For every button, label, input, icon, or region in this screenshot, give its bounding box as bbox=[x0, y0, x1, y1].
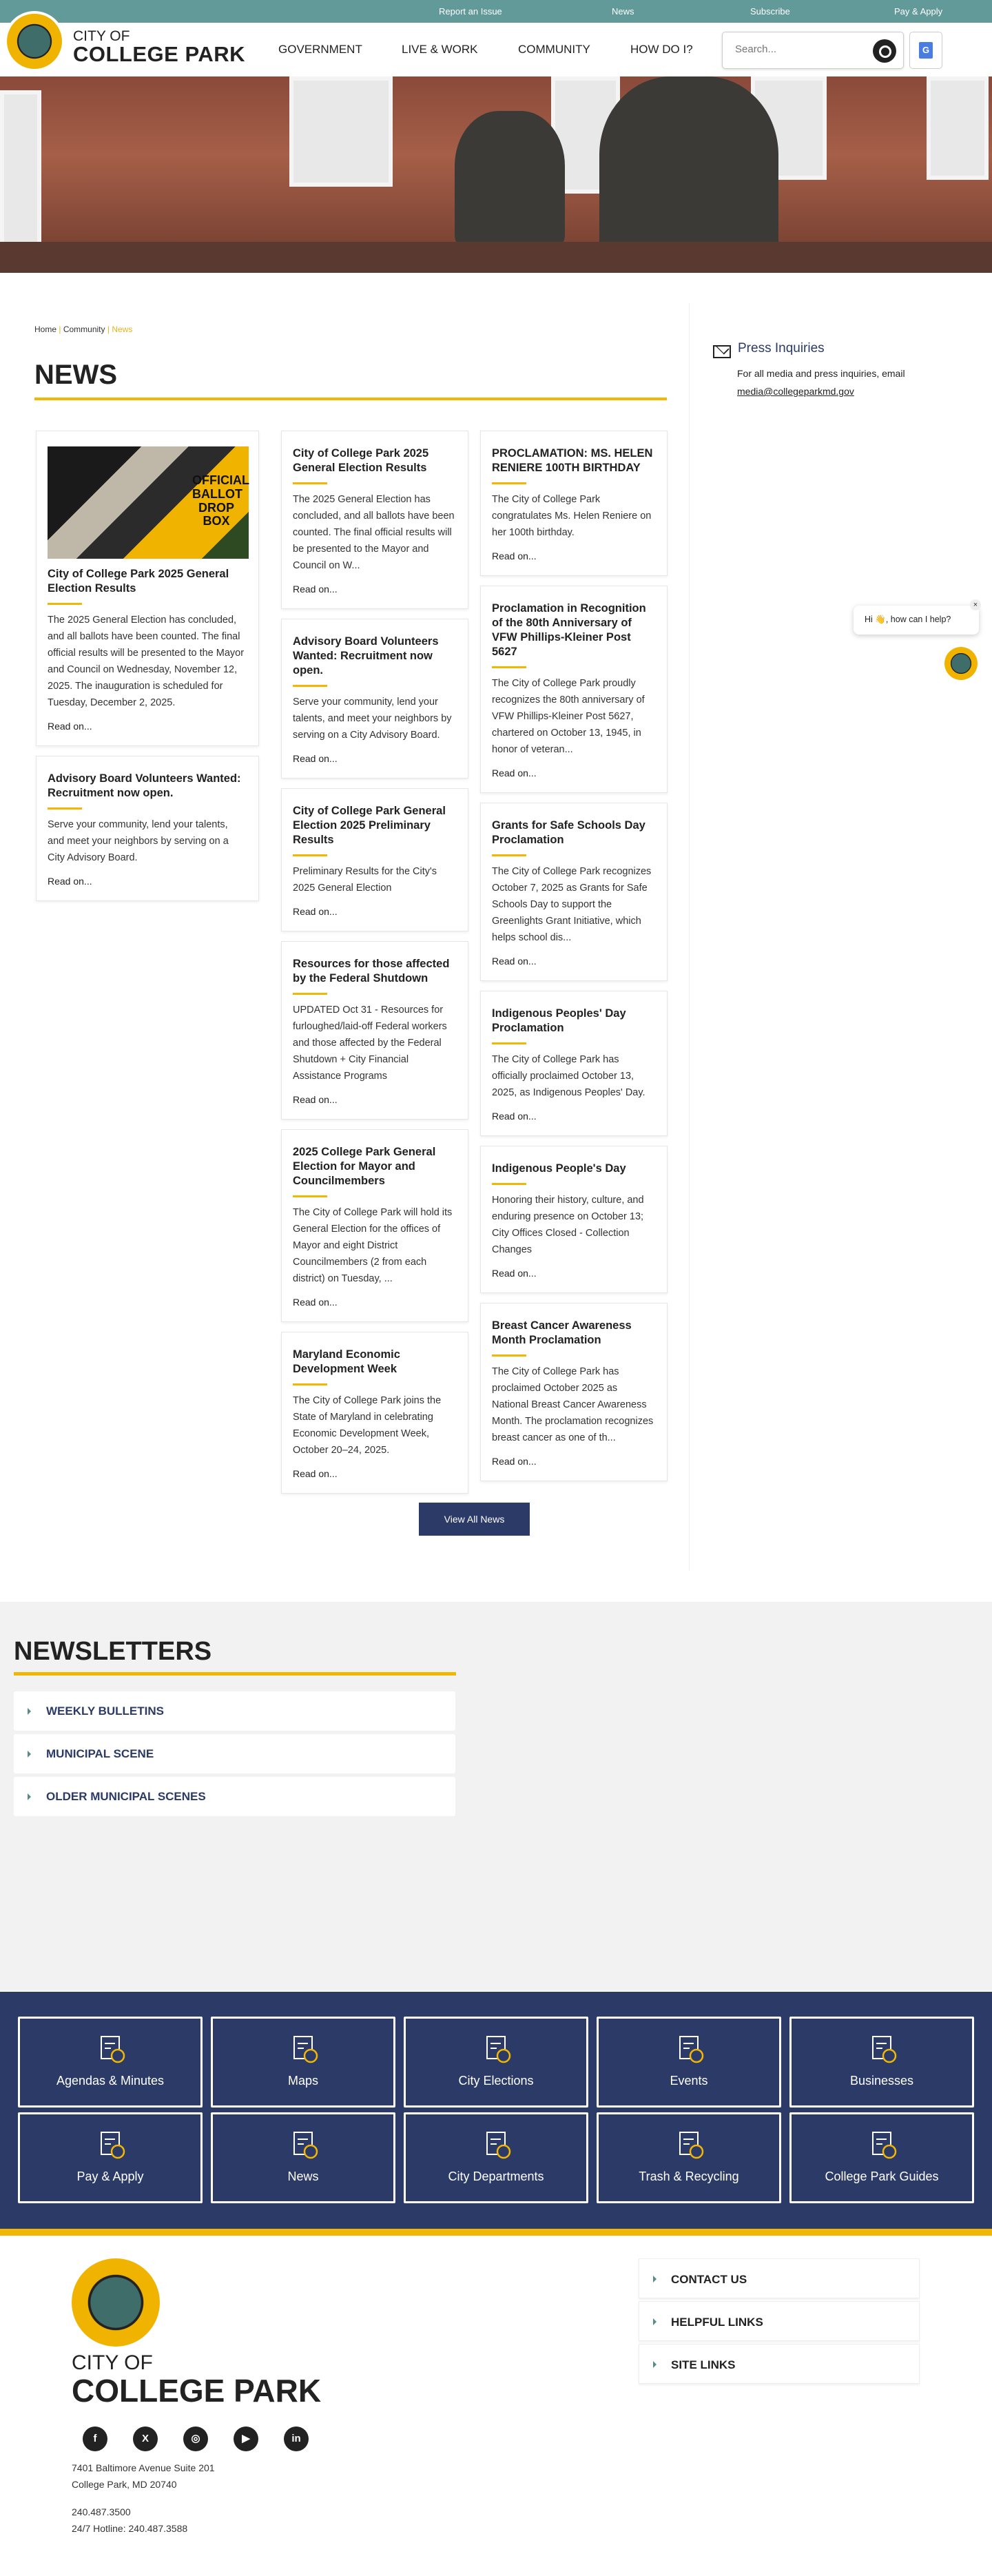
news-card[interactable] bbox=[480, 1303, 668, 1481]
chevron-right-icon bbox=[28, 1751, 31, 1758]
presentation-icon bbox=[869, 2032, 899, 2065]
breadcrumb-separator: | bbox=[107, 324, 110, 334]
quick-link-label: Trash & Recycling bbox=[639, 2170, 739, 2183]
recycle-bag-icon bbox=[676, 2128, 706, 2161]
read-more-link[interactable]: Read on... bbox=[492, 767, 537, 779]
quick-link-pay-apply[interactable] bbox=[18, 2112, 203, 2203]
hero-image bbox=[0, 76, 992, 273]
news-card[interactable] bbox=[480, 586, 668, 793]
footer-helpful-links[interactable] bbox=[639, 2301, 920, 2341]
news-card-title[interactable]: City of College Park 2025 General Election Results bbox=[48, 568, 229, 595]
linkedin-icon[interactable]: in bbox=[284, 2426, 309, 2451]
youtube-icon[interactable]: ▶ bbox=[234, 2426, 258, 2451]
quick-link-label: News bbox=[287, 2170, 319, 2183]
news-card-title[interactable]: 2025 College Park General Election for Mayor and Councilmembers bbox=[293, 1146, 436, 1187]
news-card-title[interactable]: PROCLAMATION: MS. HELEN RENIERE 100TH BIRTHDAY bbox=[492, 447, 653, 474]
logo-line2: COLLEGE PARK bbox=[73, 42, 245, 66]
quick-link-label: Agendas & Minutes bbox=[56, 2074, 165, 2088]
news-card-summary: Serve your community, lend your talents, and meet your neighbors by serving on a City Advisory Board. bbox=[293, 697, 452, 741]
chevron-right-icon bbox=[653, 2318, 657, 2325]
news-card[interactable] bbox=[281, 619, 468, 779]
chevron-right-icon bbox=[28, 1708, 31, 1715]
read-more-link[interactable]: Read on... bbox=[48, 721, 92, 732]
news-card[interactable] bbox=[281, 1332, 468, 1494]
nav-community[interactable]: COMMUNITY bbox=[518, 43, 590, 56]
read-more-link[interactable]: Read on... bbox=[293, 1468, 338, 1479]
facebook-icon[interactable]: f bbox=[83, 2426, 107, 2451]
news-card-summary: The City of College Park congratulates Ms. Helen Reniere on her 100th birthday. bbox=[492, 494, 652, 538]
chevron-right-icon bbox=[28, 1793, 31, 1800]
ballot-drop-box-image bbox=[48, 446, 249, 559]
nav-how-do-i[interactable]: HOW DO I? bbox=[630, 43, 693, 56]
news-card-summary: The 2025 General Election has concluded, and all ballots have been counted. The final official results will be presented to the Mayor and Council on Wednesday, November 12, 2025. The inauguration is scheduled for Tuesday, December 2, 2025. bbox=[48, 615, 245, 708]
footer-college-park: COLLEGE PARK bbox=[72, 2373, 322, 2409]
people-icon bbox=[483, 2128, 513, 2161]
read-more-link[interactable]: Read on... bbox=[492, 1111, 537, 1122]
news-card[interactable] bbox=[480, 803, 668, 981]
read-more-link[interactable]: Read on... bbox=[492, 1268, 537, 1279]
news-card-title[interactable]: Advisory Board Volunteers Wanted: Recruitment now open. bbox=[293, 635, 439, 677]
image-sign-text: OFFICIAL BALLOT DROP BOX bbox=[192, 473, 249, 528]
title-underline bbox=[492, 1183, 526, 1185]
read-more-link[interactable]: Read on... bbox=[492, 956, 537, 967]
news-card[interactable] bbox=[281, 788, 468, 931]
news-card-summary: UPDATED Oct 31 - Resources for furloughed/laid-off Federal workers and those affected by the Federal Shutdown + City Financial Assistance Programs bbox=[293, 1004, 447, 1082]
title-underline bbox=[293, 1383, 327, 1385]
news-card-title[interactable]: Indigenous People's Day bbox=[492, 1162, 626, 1175]
quick-link-label: City Departments bbox=[448, 2170, 544, 2183]
accordion-label: WEEKLY BULLETINS bbox=[46, 1704, 164, 1718]
newsletters-title: NEWSLETTERS bbox=[14, 1637, 212, 1666]
news-card-summary: The 2025 General Election has concluded, and all ballots have been counted. The final official results will be presented to the Mayor and Council on W... bbox=[293, 494, 455, 571]
press-text: For all media and press inquiries, email bbox=[737, 368, 905, 379]
news-card-summary: Preliminary Results for the City's 2025 General Election bbox=[293, 866, 437, 894]
quick-link-label: College Park Guides bbox=[825, 2170, 939, 2183]
quick-link-businesses[interactable] bbox=[789, 2017, 974, 2108]
read-more-link[interactable]: Read on... bbox=[293, 584, 338, 595]
news-card-summary: The City of College Park will hold its General Election for the offices of Mayor and eight District Councilmembers (2 from each district) on Tuesday, ... bbox=[293, 1207, 453, 1284]
accordion-label: SITE LINKS bbox=[671, 2358, 736, 2371]
address-line2: College Park, MD 20740 bbox=[72, 2479, 177, 2490]
chat-greeting-bubble[interactable]: Hi 👋, how can I help? bbox=[854, 606, 979, 635]
title-underline bbox=[293, 1195, 327, 1197]
title-underline bbox=[492, 1042, 526, 1044]
hotline[interactable]: 24/7 Hotline: 240.487.3588 bbox=[72, 2523, 188, 2534]
press-title: Press Inquiries bbox=[738, 341, 825, 356]
read-more-link[interactable]: Read on... bbox=[48, 876, 92, 887]
footer-phones bbox=[72, 2504, 187, 2537]
chevron-right-icon bbox=[653, 2361, 657, 2368]
map-pin-icon bbox=[290, 2032, 320, 2065]
search-input[interactable] bbox=[735, 43, 859, 55]
quick-link-college-park-guides[interactable] bbox=[789, 2112, 974, 2203]
read-more-link[interactable]: Read on... bbox=[293, 753, 338, 764]
breadcrumb bbox=[34, 324, 132, 334]
news-card-title[interactable]: Grants for Safe Schools Day Proclamation bbox=[492, 819, 645, 846]
address-line1: 7401 Baltimore Avenue Suite 201 bbox=[72, 2462, 215, 2473]
news-card-title[interactable]: Indigenous Peoples' Day Proclamation bbox=[492, 1007, 626, 1034]
site-logo-text[interactable] bbox=[73, 29, 245, 65]
title-underline bbox=[492, 1354, 526, 1357]
news-card[interactable] bbox=[281, 941, 468, 1120]
news-link[interactable]: News bbox=[612, 6, 634, 17]
news-card[interactable] bbox=[36, 431, 259, 746]
footer-city-seal bbox=[72, 2258, 160, 2347]
accordion-label: CONTACT US bbox=[671, 2273, 747, 2286]
news-column-2 bbox=[281, 431, 468, 1494]
close-icon[interactable]: × bbox=[970, 599, 981, 610]
logo-line1: CITY OF bbox=[73, 28, 130, 44]
accordion-weekly-bulletins[interactable] bbox=[14, 1691, 455, 1731]
news-card-title[interactable]: Resources for those affected by the Federal Shutdown bbox=[293, 958, 450, 985]
quick-link-city-elections[interactable] bbox=[404, 2017, 588, 2108]
phone-alert-icon bbox=[290, 2128, 320, 2161]
x-icon[interactable]: X bbox=[133, 2426, 158, 2451]
news-card-title[interactable]: Proclamation in Recognition of the 80th Anniversary of VFW Phillips-Kleiner Post 5627 bbox=[492, 602, 646, 658]
quick-link-trash-recycling[interactable] bbox=[597, 2112, 781, 2203]
calendar-check-icon bbox=[97, 2032, 127, 2065]
quick-link-label: City Elections bbox=[458, 2074, 534, 2088]
gold-stripe bbox=[0, 2229, 992, 2236]
quick-link-label: Events bbox=[670, 2074, 708, 2088]
quick-link-label: Businesses bbox=[849, 2074, 914, 2088]
news-card-summary: The City of College Park proudly recognizes the 80th anniversary of VFW Phillips-Kleiner Post 5627, chartered on October 13, 1945, in honor of veteran... bbox=[492, 678, 645, 755]
news-card-summary: Serve your community, lend your talents, and meet your neighbors by serving on a City Advisory Board. bbox=[48, 819, 229, 863]
title-divider bbox=[34, 398, 667, 400]
city-seal-logo[interactable] bbox=[7, 14, 62, 69]
footer-city-of: CITY OF bbox=[72, 2351, 153, 2374]
sidebar-divider bbox=[689, 303, 690, 1571]
quick-link-events[interactable] bbox=[597, 2017, 781, 2108]
news-card-summary: The City of College Park has proclaimed October 2025 as National Breast Cancer Awareness Month. The proclamation recognizes breast cancer as one of th... bbox=[492, 1366, 654, 1443]
breadcrumb-community[interactable]: Community bbox=[63, 324, 105, 334]
read-more-link[interactable]: Read on... bbox=[293, 1297, 338, 1308]
news-card-summary: The City of College Park recognizes October 7, 2025 as Grants for Safe Schools Day to support the Greenlights Grant Initiative, which helps school dis... bbox=[492, 866, 652, 943]
instagram-icon[interactable]: ◎ bbox=[183, 2426, 208, 2451]
title-underline bbox=[293, 854, 327, 856]
quick-link-city-departments[interactable] bbox=[404, 2112, 588, 2203]
accordion-older-municipal-scenes[interactable] bbox=[14, 1777, 455, 1816]
payment-click-icon bbox=[97, 2128, 127, 2161]
subscribe-link[interactable]: Subscribe bbox=[750, 6, 790, 17]
title-underline bbox=[293, 685, 327, 687]
pay-apply-link[interactable]: Pay & Apply bbox=[894, 6, 943, 17]
nav-live-work[interactable]: LIVE & WORK bbox=[402, 43, 478, 56]
footer-address bbox=[72, 2460, 215, 2493]
google-translate-icon: G bbox=[919, 42, 933, 59]
accordion-label: OLDER MUNICIPAL SCENES bbox=[46, 1790, 206, 1803]
ballot-icon bbox=[483, 2032, 513, 2065]
news-card[interactable] bbox=[36, 756, 259, 901]
chevron-right-icon bbox=[653, 2276, 657, 2283]
podium-icon bbox=[676, 2032, 706, 2065]
page-title: NEWS bbox=[34, 360, 117, 390]
news-card-title[interactable]: Maryland Economic Development Week bbox=[293, 1348, 400, 1375]
quick-link-label: Pay & Apply bbox=[76, 2170, 144, 2183]
view-all-news-button[interactable]: View All News bbox=[419, 1503, 530, 1536]
news-card-title[interactable]: City of College Park 2025 General Election Results bbox=[293, 447, 429, 474]
translate-button[interactable] bbox=[909, 32, 942, 69]
news-card[interactable] bbox=[480, 1146, 668, 1293]
report-issue-link[interactable]: Report an Issue bbox=[439, 6, 502, 17]
breadcrumb-separator: | bbox=[59, 324, 61, 334]
search-icon[interactable] bbox=[873, 39, 896, 63]
quick-link-news[interactable] bbox=[211, 2112, 395, 2203]
title-underline bbox=[48, 603, 82, 605]
news-card[interactable] bbox=[281, 431, 468, 609]
press-email-link[interactable]: media@collegeparkmd.gov bbox=[737, 386, 854, 397]
news-card-title[interactable]: Advisory Board Volunteers Wanted: Recruitment now open. bbox=[48, 772, 241, 799]
title-underline bbox=[293, 482, 327, 484]
read-more-link[interactable]: Read on... bbox=[293, 906, 338, 917]
search-box bbox=[722, 32, 904, 69]
footer-contact-us[interactable] bbox=[639, 2258, 920, 2298]
breadcrumb-home[interactable]: Home bbox=[34, 324, 57, 334]
title-underline bbox=[492, 854, 526, 856]
read-more-link[interactable]: Read on... bbox=[492, 1456, 537, 1467]
news-card-title[interactable]: Breast Cancer Awareness Month Proclamation bbox=[492, 1319, 632, 1346]
news-card-summary: Honoring their history, culture, and enduring presence on October 13; City Offices Closed - Collection Changes bbox=[492, 1195, 644, 1255]
nav-government[interactable]: GOVERNMENT bbox=[278, 43, 362, 56]
news-column-3 bbox=[480, 431, 668, 1481]
utility-bar bbox=[0, 0, 992, 23]
news-card[interactable] bbox=[480, 431, 668, 576]
chatbot-avatar[interactable] bbox=[944, 647, 978, 680]
newsletters-divider bbox=[14, 1672, 456, 1676]
title-underline bbox=[492, 666, 526, 668]
news-card-title[interactable]: City of College Park General Election 2025 Preliminary Results bbox=[293, 805, 446, 846]
quick-link-label: Maps bbox=[287, 2074, 318, 2088]
footer-site-links[interactable] bbox=[639, 2344, 920, 2384]
news-card[interactable] bbox=[480, 991, 668, 1136]
breadcrumb-current: News bbox=[112, 324, 133, 334]
quick-link-maps[interactable] bbox=[211, 2017, 395, 2108]
news-card-summary: The City of College Park has officially proclaimed October 13, 2025, as Indigenous Peoples' Day. bbox=[492, 1054, 645, 1098]
phone[interactable]: 240.487.3500 bbox=[72, 2506, 131, 2517]
accordion-municipal-scene[interactable] bbox=[14, 1734, 455, 1773]
read-more-link[interactable]: Read on... bbox=[293, 1094, 338, 1105]
quick-link-agendas-minutes[interactable] bbox=[18, 2017, 203, 2108]
title-underline bbox=[293, 993, 327, 995]
envelope-icon bbox=[713, 345, 731, 358]
title-underline bbox=[48, 807, 82, 810]
title-underline bbox=[492, 482, 526, 484]
news-card-summary: The City of College Park joins the State of Maryland in celebrating Economic Development Week, October 20–24, 2025. bbox=[293, 1395, 442, 1456]
tablet-touch-icon bbox=[869, 2128, 899, 2161]
accordion-label: HELPFUL LINKS bbox=[671, 2316, 763, 2329]
news-card[interactable] bbox=[281, 1129, 468, 1322]
news-column-1 bbox=[36, 431, 259, 901]
accordion-label: MUNICIPAL SCENE bbox=[46, 1747, 154, 1760]
read-more-link[interactable]: Read on... bbox=[492, 550, 537, 561]
